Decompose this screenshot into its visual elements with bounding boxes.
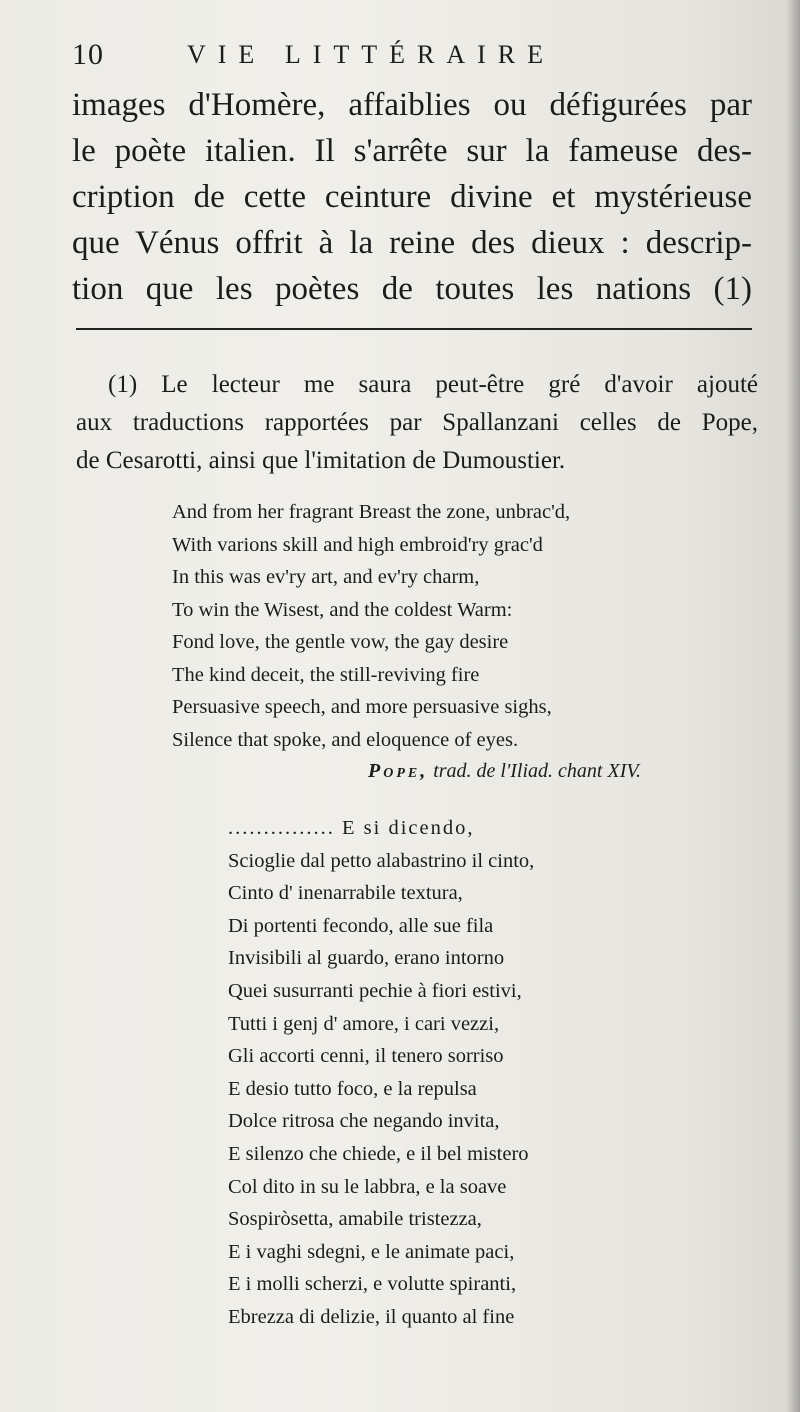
attribution-author: Pope, <box>368 760 429 782</box>
verse-line: Scioglie dal petto alabastrino il cinto, <box>228 849 535 872</box>
verse-line: Silence that spoke, and eloquence of eyes. <box>172 728 519 751</box>
verse-line: Invisibili al guardo, erano intorno <box>228 947 505 970</box>
footnote <box>76 366 758 480</box>
attribution-source: trad. de l'Iliad. chant XIV. <box>428 760 641 782</box>
verse-line: Di portenti fecondo, alle sue fila <box>228 914 494 937</box>
verse-line: Sospiròsetta, amabile tristezza, <box>228 1208 482 1231</box>
verse-line: E desio tutto foco, e la repulsa <box>228 1077 477 1100</box>
verse-line: ............... E si dicendo, <box>228 817 475 839</box>
verse-line: Col dito in su le labbra, e la soave <box>228 1175 507 1198</box>
body-line: tion que les poètes de toutes les nations (1) <box>72 271 752 307</box>
verse-line: In this was ev'ry art, and ev'ry charm, <box>172 566 480 588</box>
body-line: le poète italien. Il s'arrête sur la fameuse des- <box>72 133 752 169</box>
verse-line: E i vaghi sdegni, e le animate paci, <box>228 1240 515 1263</box>
verse-line: Dolce ritrosa che negando invita, <box>228 1110 500 1133</box>
verse-line: With varions skill and high embroid'ry grac'd <box>172 533 543 556</box>
verse-line: Cinto d' inenarrabile textura, <box>228 882 463 905</box>
verse-line: To win the Wisest, and the coldest Warm: <box>172 598 513 621</box>
verse-line: Quei susurranti pechie à fiori estivi, <box>228 979 522 1002</box>
verse-line: The kind deceit, the still-reviving fire <box>172 663 480 686</box>
body-line: que Vénus offrit à la reine des dieux : descrip- <box>72 225 752 261</box>
verse-line: Gli accorti cenni, il tenero sorriso <box>228 1045 504 1068</box>
footnote-line: aux traductions rapportées par Spallanzani celles de Pope, <box>76 409 758 436</box>
verse-line: And from her fragrant Breast the zone, unbrac'd, <box>172 501 571 523</box>
verse-line: Persuasive speech, and more persuasive sighs, <box>172 696 552 718</box>
running-title: VIE LITTÉRAIRE <box>187 40 556 69</box>
body-line: images d'Homère, affaiblies ou défigurées par <box>72 87 752 123</box>
page-number: 10 <box>72 38 104 71</box>
verse-attribution <box>368 760 641 783</box>
verse-line: Ebrezza di delizie, il quanto al fine <box>228 1305 515 1328</box>
footnote-line: (1) Le lecteur me saura peut-être gré d'avoir ajouté <box>108 371 758 398</box>
footnote-rule <box>76 328 752 330</box>
verse-line: E silenzo che chiede, e il bel mistero <box>228 1142 529 1165</box>
page-edge-shadow <box>786 0 800 1412</box>
footnote-line: de Cesarotti, ainsi que l'imitation de Dumoustier. <box>76 447 566 474</box>
verse-line: E i molli scherzi, e volutte spiranti, <box>228 1273 517 1296</box>
english-verse <box>172 496 570 756</box>
italian-verse <box>228 812 534 1334</box>
main-text <box>72 82 752 312</box>
page-header <box>72 38 752 74</box>
verse-line: Tutti i genj d' amore, i cari vezzi, <box>228 1012 500 1035</box>
body-line: cription de cette ceinture divine et mystérieuse <box>72 179 752 215</box>
verse-line: Fond love, the gentle vow, the gay desire <box>172 631 509 653</box>
